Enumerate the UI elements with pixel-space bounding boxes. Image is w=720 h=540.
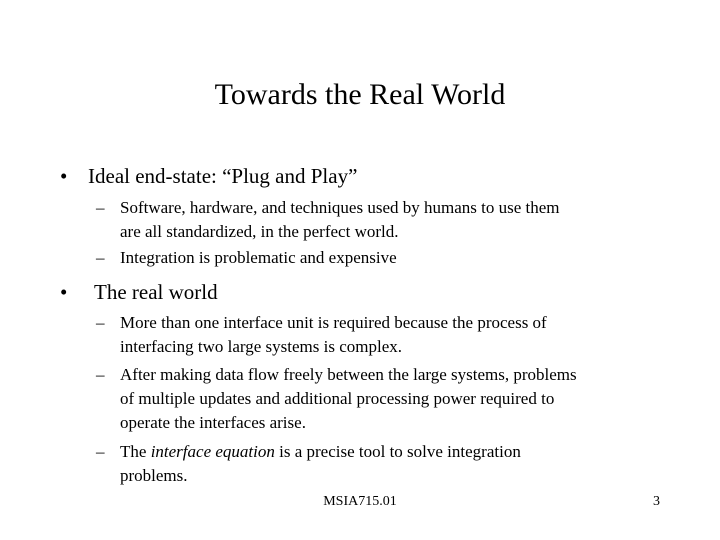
subitem-data-flow [96, 363, 577, 435]
subitem-line: Integration is problematic and expensive [120, 248, 397, 267]
subitem-line: of multiple updates and additional processing power required to [120, 389, 555, 408]
bullet-real-world [60, 279, 660, 305]
subitem-interface-unit [96, 311, 547, 359]
footer-page-number: 3 [653, 494, 660, 509]
subitem-line-pre: The [120, 442, 151, 461]
subitem-marker: – [96, 198, 105, 217]
bullet-text: The real world [94, 280, 218, 304]
bullet-text: Ideal end-state: “Plug and Play” [88, 164, 358, 188]
subitem-line: operate the interfaces arise. [120, 413, 306, 432]
subitem-integration-expensive [96, 246, 397, 270]
bullet-marker: • [60, 164, 68, 188]
subitem-standardized [96, 196, 560, 244]
subitem-line-post: is a precise tool to solve integration [274, 442, 521, 461]
subitem-line: More than one interface unit is required because the process of [120, 313, 547, 332]
subitem-marker: – [96, 313, 105, 332]
slide-title: Towards the Real World [214, 78, 506, 111]
interface-equation-term: interface equation [150, 442, 275, 461]
subitem-line: problems. [120, 466, 188, 485]
bullet-ideal-end-state [60, 163, 660, 189]
subitem-line: interfacing two large systems is complex. [120, 337, 403, 356]
subitem-line [96, 440, 521, 464]
subitem-marker: – [96, 442, 105, 461]
footer-course-code: MSIA715.01 [323, 494, 397, 509]
bullet-marker: • [60, 280, 68, 304]
subitem-line: After making data flow freely between the large systems, problems [120, 365, 577, 384]
subitem-marker: – [96, 248, 105, 267]
subitem-line: Software, hardware, and techniques used by humans to use them [120, 198, 560, 217]
subitem-interface-equation [96, 440, 521, 488]
subitem-line: are all standardized, in the perfect world. [120, 222, 399, 241]
subitem-marker: – [96, 365, 105, 384]
